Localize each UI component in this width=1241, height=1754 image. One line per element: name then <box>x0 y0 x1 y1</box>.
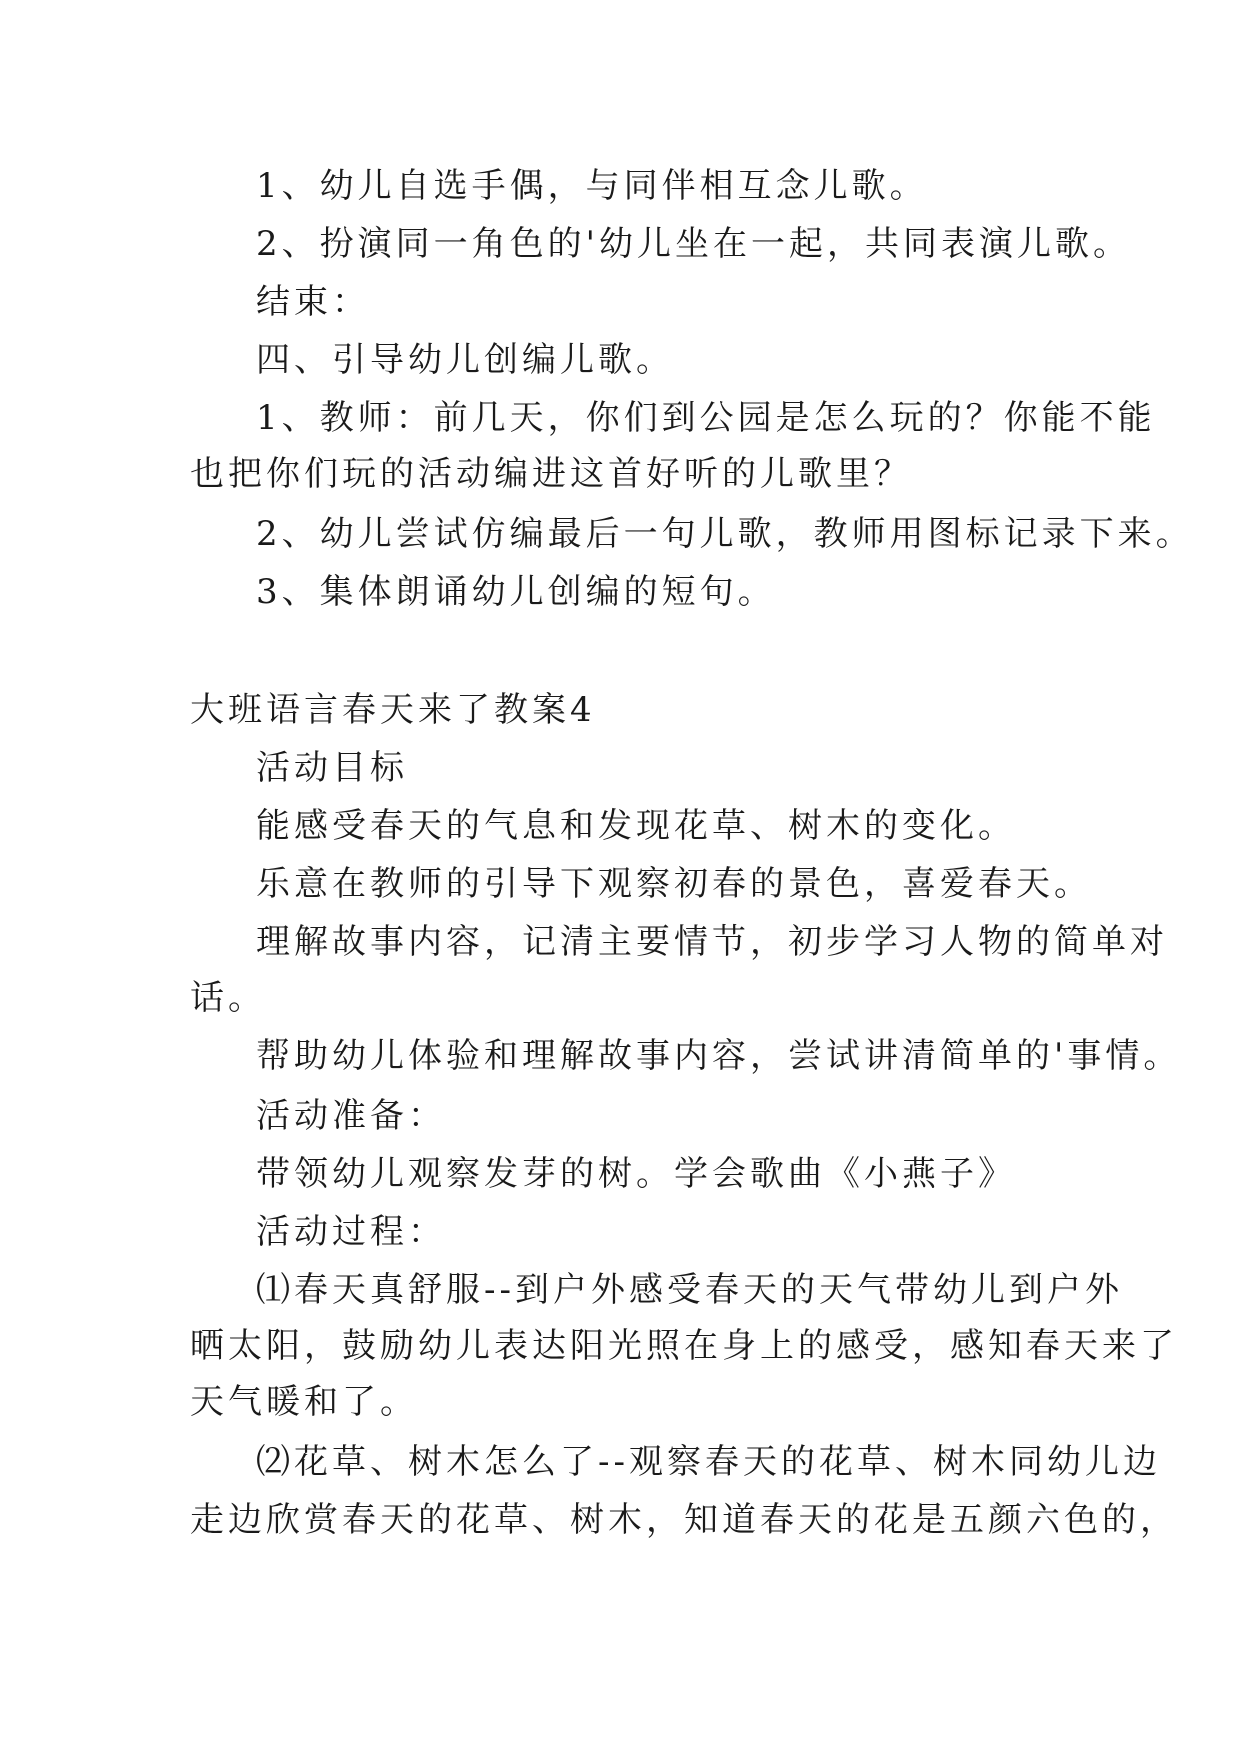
paragraph-line: 1、教师：前几天，你们到公园是怎么玩的？你能不能 <box>256 398 1156 438</box>
paragraph-line: 2、扮演同一角色的'幼儿坐在一起，共同表演儿歌。 <box>256 224 1131 264</box>
section-title: 大班语言春天来了教案4 <box>190 690 596 730</box>
paragraph-line: ⑴春天真舒服--到户外感受春天的天气带幼儿到户外 <box>256 1270 1123 1310</box>
paragraph-line: 走边欣赏春天的花草、树木，知道春天的花是五颜六色的， <box>190 1500 1178 1540</box>
paragraph-line: 天气暖和了。 <box>190 1382 418 1422</box>
paragraph-line: 话。 <box>190 978 266 1018</box>
paragraph-line: 帮助幼儿体验和理解故事内容，尝试讲清简单的'事情。 <box>256 1036 1182 1076</box>
paragraph-line: 乐意在教师的引导下观察初春的景色，喜爱春天。 <box>256 864 1092 904</box>
paragraph-line: 能感受春天的气息和发现花草、树木的变化。 <box>256 806 1016 846</box>
paragraph-line: 带领幼儿观察发芽的树。学会歌曲《小燕子》 <box>256 1154 1016 1194</box>
paragraph-line: 活动准备： <box>256 1096 446 1136</box>
paragraph-line: 1、幼儿自选手偶，与同伴相互念儿歌。 <box>256 166 928 206</box>
paragraph-line: ⑵花草、树木怎么了--观察春天的花草、树木同幼儿边 <box>256 1442 1161 1482</box>
paragraph-line: 3、集体朗诵幼儿创编的短句。 <box>256 572 776 612</box>
paragraph-line: 活动过程： <box>256 1212 446 1252</box>
paragraph-line: 晒太阳，鼓励幼儿表达阳光照在身上的感受，感知春天来了 <box>190 1326 1178 1366</box>
paragraph-line: 2、幼儿尝试仿编最后一句儿歌，教师用图标记录下来。 <box>256 514 1194 554</box>
paragraph-line: 理解故事内容，记清主要情节，初步学习人物的简单对 <box>256 922 1168 962</box>
paragraph-line: 也把你们玩的活动编进这首好听的儿歌里？ <box>190 454 912 494</box>
paragraph-line: 四、引导幼儿创编儿歌。 <box>256 340 674 380</box>
paragraph-line: 结束： <box>256 282 370 322</box>
paragraph-line: 活动目标 <box>256 748 408 788</box>
